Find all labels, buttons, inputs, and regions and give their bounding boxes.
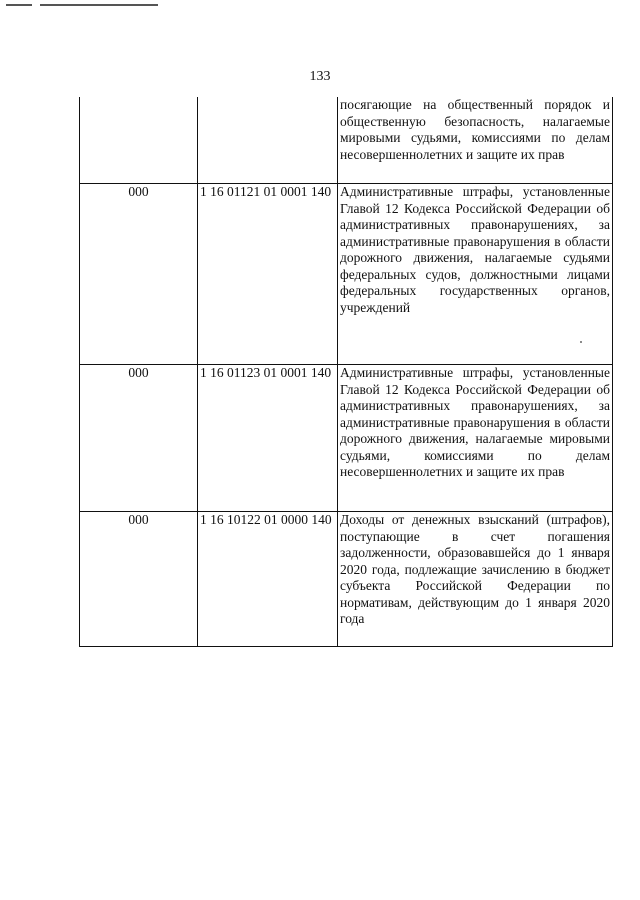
income-name-cell: Административные штрафы, установленные Главой 12 Кодекса Российской Федерации об административных правонарушениях, за административные правонарушения в области дорожного движения, налагаемые судьями федеральных судов, должностными лицами федеральных государственных органов, учреждений — [338, 184, 613, 365]
budget-code-cell: 1 16 10122 01 0000 140 — [198, 512, 338, 647]
income-name-cell: Доходы от денежных взысканий (штрафов), поступающие в счет погашения задолженности, образовавшейся до 1 января 2020 года, подлежащие зачислению в бюджет субъекта Российской Федерации по нормативам, действующим до 1 января 2020 года — [338, 512, 613, 647]
budget-code-cell — [198, 97, 338, 184]
budget-code-cell: 1 16 01123 01 0001 140 — [198, 365, 338, 512]
budget-code-cell: 1 16 01121 01 0001 140 — [198, 184, 338, 365]
scan-artifact-line — [6, 4, 32, 6]
budget-classification-table — [79, 97, 613, 647]
admin-code-cell: 000 — [80, 365, 198, 512]
admin-code-cell: 000 — [80, 512, 198, 647]
income-name-cell: Административные штрафы, установленные Главой 12 Кодекса Российской Федерации об административных правонарушениях, за административные правонарушения в области дорожного движения, налагаемые мировыми судьями, комиссиями по делам несовершеннолетних и защите их прав — [338, 365, 613, 512]
income-name-cell: посягающие на общественный порядок и общественную безопасность, налагаемые мировыми судьями, комиссиями по делам несовершеннолетних и защите их прав — [338, 97, 613, 184]
table-row — [80, 365, 613, 512]
table-row — [80, 184, 613, 365]
page-number: 133 — [309, 69, 331, 84]
scan-artifact-line — [40, 4, 158, 6]
table-row — [80, 512, 613, 647]
scan-artifact-dot — [580, 341, 582, 343]
admin-code-cell: 000 — [80, 184, 198, 365]
admin-code-cell — [80, 97, 198, 184]
table-row — [80, 97, 613, 184]
